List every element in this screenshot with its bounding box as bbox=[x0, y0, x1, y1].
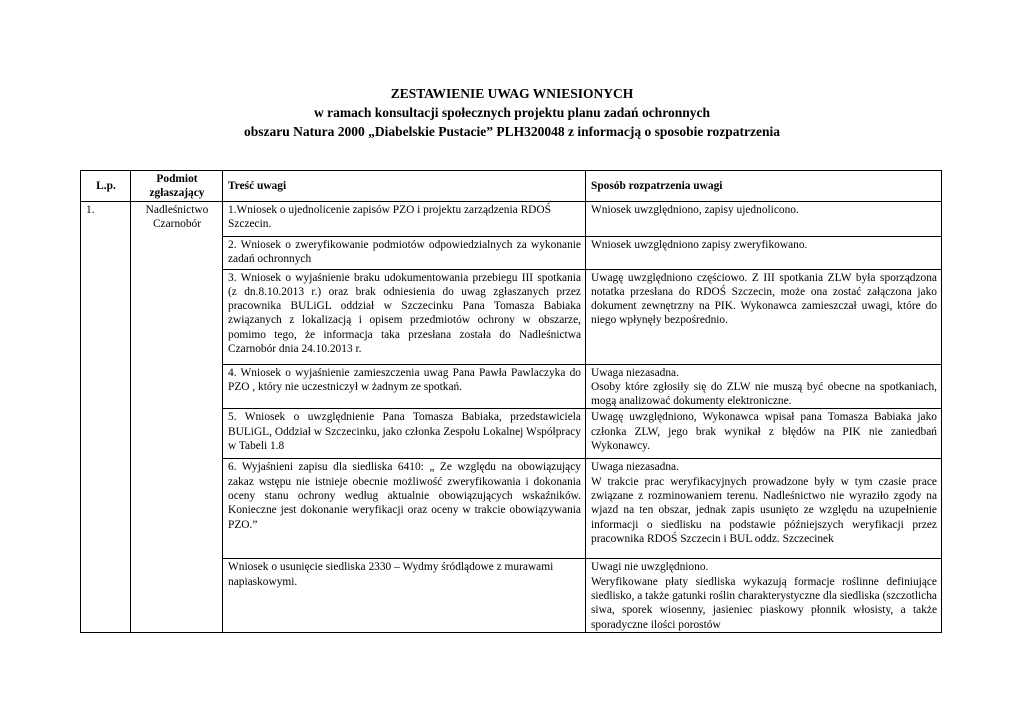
comments-table bbox=[80, 170, 942, 633]
sposob-7-line-2: Weryfikowane płaty siedliska wykazują formacje roślinne definiujące siedlisko, a także gatunki roślin charakterystyczne dla siedliska (szczotlicha siwa, sporek wiosenny, jasieniec piaskowy płonnik włosisty, a także sporadyczne ilości porostów bbox=[591, 575, 937, 631]
title-line-2: w ramach konsultacji społecznych projektu planu zadań ochronnych bbox=[314, 105, 710, 120]
table-row bbox=[81, 201, 942, 236]
title-line-1: ZESTAWIENIE UWAG WNIESIONYCH bbox=[390, 86, 634, 101]
cell-podmiot bbox=[131, 201, 223, 632]
sposob-6-line-2: W trakcie prac weryfikacyjnych prowadzone były w tym czasie prace związane z rozminowaniem terenu. Nadleśnictwo nie wyraziło zgody na wjazd na ten obszar, jednak zapis usunięto ze względu na uzupełnienie informacji o siedlisku na podstawie późniejszych weryfikacji przez pracownika RDOŚ Szczecin i BUL oddz. Szczecinek bbox=[591, 475, 937, 545]
cell-tresc-2: 2. Wniosek o zweryfikowanie podmiotów odpowiedzialnych za wykonanie zadań ochronnych bbox=[223, 236, 586, 269]
cell-sposob-4 bbox=[586, 364, 942, 409]
cell-sposob-1: Wniosek uwzględniono, zapisy ujednolicono. bbox=[586, 201, 942, 236]
header-podmiot bbox=[131, 171, 223, 202]
sposob-4-line-1: Uwaga niezasadna. bbox=[591, 366, 679, 379]
cell-sposob-3: Uwagę uwzględniono częściowo. Z III spotkania ZLW była sporządzona notatka przesłana do RDOŚ Szczecin, może ona zostać załączona jako dokument zewnętrzny na PIK. Wykonawca zamieszczał uwagi, które do niego wpłynęły bezpośrednio. bbox=[586, 269, 942, 364]
cell-tresc-1: 1.Wniosek o ujednolicenie zapisów PZO i projektu zarządzenia RDOŚ Szczecin. bbox=[223, 201, 586, 236]
cell-tresc-6: 6. Wyjaśnieni zapisu dla siedliska 6410: „ Ze względu na obowiązujący zakaz wstępu nie istnieje obecnie możliwość zweryfikowania i dokonania oceny stanu ochrony według aktualnie obowiązujących wskaźników. Konieczne jest dokonanie weryfikacji oraz oceny w trakcie obowiązywania PZO.” bbox=[223, 459, 586, 559]
cell-tresc-4: 4. Wniosek o wyjaśnienie zamieszczenia uwag Pana Pawła Pawlaczyka do PZO , który nie uczestniczył w żadnym ze spotkań. bbox=[223, 364, 586, 409]
cell-sposob-2: Wniosek uwzględniono zapisy zweryfikowano. bbox=[586, 236, 942, 269]
header-podmiot-line-1: Podmiot bbox=[156, 173, 198, 185]
cell-sposob-7 bbox=[586, 559, 942, 632]
title-line-3: obszaru Natura 2000 „Diabelskie Pustacie” PLH320048 z informacją o sposobie rozpatrzenia bbox=[244, 124, 780, 139]
podmiot-line-2: Czarnobór bbox=[152, 217, 202, 230]
cell-sposob-6 bbox=[586, 459, 942, 559]
cell-sposob-5: Uwagę uwzględniono, Wykonawca wpisał pana Tomasza Babiaka jako członka ZLW, jego brak wynikał z błędów na PIK nie zaniedbań Wykonawcy. bbox=[586, 409, 942, 459]
header-sposob: Sposób rozpatrzenia uwagi bbox=[586, 171, 942, 202]
header-lp: L.p. bbox=[81, 171, 131, 202]
cell-tresc-3: 3. Wniosek o wyjaśnienie braku udokumentowania przebiegu III spotkania (z dn.8.10.2013 r.) oraz brak odniesienia do uwag zgłaszanych przez pracownika BULiGL oddział w Szczecinku Pana Tomasza Babiaka związanych z lokalizacją i opisem przedmiotów ochrony w obszarze, pomimo tego, że informacja taka przesłana została do Nadleśnictwa Czarnobór dnia 24.10.2013 r. bbox=[223, 269, 586, 364]
header-tresc: Treść uwagi bbox=[223, 171, 586, 202]
table-header-row bbox=[81, 171, 942, 202]
sposob-6-line-1: Uwaga niezasadna. bbox=[591, 461, 679, 474]
sposob-4-line-2: Osoby które zgłosiły się do ZLW nie muszą być obecne na spotkaniach, mogą analizować dokumenty elektroniczne. bbox=[591, 380, 937, 408]
cell-tresc-5: 5. Wniosek o uwzględnienie Pana Tomasza Babiaka, przedstawiciela BULiGL, Oddział w Szczecinku, jako członka Zespołu Lokalnej Współpracy w Tabeli 1.8 bbox=[223, 409, 586, 459]
cell-lp: 1. bbox=[81, 201, 131, 632]
header-podmiot-line-2: zgłaszający bbox=[149, 187, 205, 200]
document-title bbox=[0, 84, 1024, 141]
cell-tresc-7: Wniosek o usunięcie siedliska 2330 – Wydmy śródlądowe z murawami napiaskowymi. bbox=[223, 559, 586, 632]
sposob-7-line-1: Uwagi nie uwzględniono. bbox=[591, 561, 709, 574]
podmiot-line-1: Nadleśnictwo bbox=[145, 203, 209, 216]
